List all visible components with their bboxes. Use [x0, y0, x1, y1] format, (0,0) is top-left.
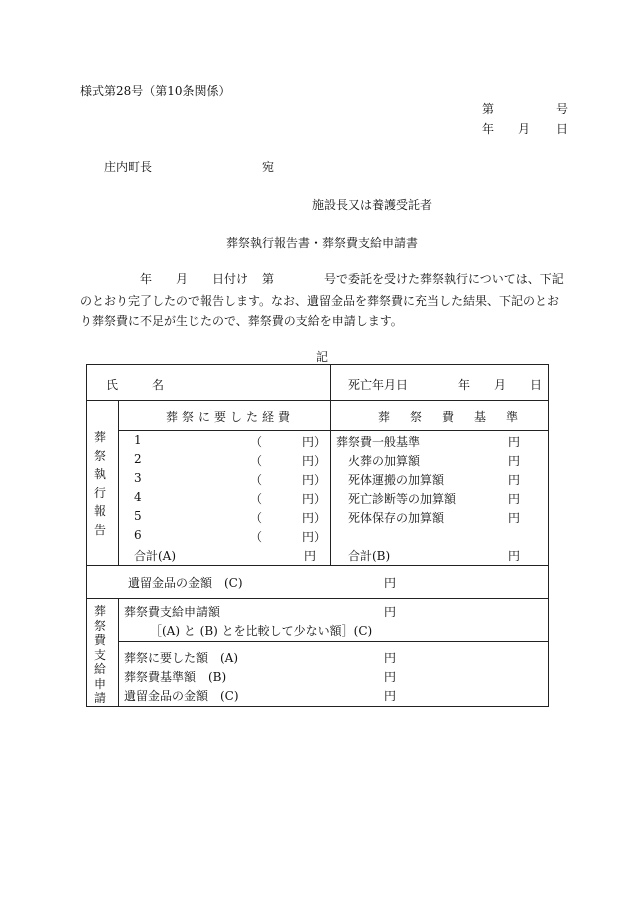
body-year: 年 [140, 272, 153, 286]
expense-row-no: 1 [134, 433, 142, 447]
standard-total-label: 合計(B) [348, 549, 391, 563]
expense-row-open: （ [250, 454, 263, 468]
standard-row-label: 死亡診断等の加算額 [348, 492, 457, 506]
name-label-shi: 氏 [106, 378, 119, 392]
death-date-label: 死亡年月日 [348, 378, 409, 392]
ki-label: 記 [316, 350, 329, 364]
body-line3: り葬祭費に不足が生じたので、葬祭費の支給を申請します。 [80, 314, 403, 328]
date-year: 年 [482, 122, 495, 136]
standard-header-2: 祭 [410, 410, 423, 424]
doc-number-go: 号 [556, 102, 569, 116]
body-line2: のとおり完了したので報告します。なお、遺留金品を葬祭費に充当した結果、下記のとお [80, 294, 560, 308]
expense-row-close: 円） [302, 454, 327, 468]
expense-row-open: （ [250, 435, 263, 449]
expense-row-open: （ [250, 473, 263, 487]
expense-row-open: （ [250, 492, 263, 506]
body-line1-rest: 号で委託を受けた葬祭執行については、下記 [324, 272, 564, 286]
standard-row-unit: 円 [508, 473, 521, 487]
apply-amount-note: ［(A) と (B) とを比較して少ない額］(C) [150, 624, 373, 638]
standard-row-unit: 円 [508, 511, 521, 525]
standard-header-3: 費 [442, 410, 455, 424]
expense-total-unit: 円 [304, 549, 317, 563]
standard-row-label: 火葬の加算額 [348, 454, 421, 468]
remaining-goods-label: 遺留金品の金額 (C) [128, 576, 243, 590]
death-date-month: 月 [494, 378, 507, 392]
form-number: 様式第28号（第10条関係） [80, 84, 231, 98]
addressee-name: 庄内町長 [104, 160, 153, 174]
report-side-label: 葬 祭 執 行 報 告 [94, 430, 107, 537]
standard-header-1: 葬 [378, 410, 391, 424]
apply-amount-label: 葬祭費支給申請額 [124, 605, 221, 619]
death-date-year: 年 [458, 378, 471, 392]
expense-row-no: 2 [134, 452, 142, 466]
apply-amount-unit: 円 [384, 605, 397, 619]
expense-row-open: （ [250, 530, 263, 544]
apply-row-label: 遺留金品の金額 (C) [124, 689, 239, 703]
expense-row-close: 円） [302, 435, 327, 449]
standard-row-label: 死体運搬の加算額 [348, 473, 445, 487]
date-day: 日 [556, 122, 569, 136]
standard-row-unit: 円 [508, 454, 521, 468]
name-label-mei: 名 [152, 378, 165, 392]
body-month: 月 [176, 272, 189, 286]
standard-row-label: 死体保存の加算額 [348, 511, 445, 525]
standard-header-5: 準 [506, 410, 519, 424]
apply-row-unit: 円 [384, 651, 397, 665]
document-title: 葬祭執行報告書・葬祭費支給申請書 [226, 236, 419, 250]
apply-side-label: 葬 祭 費 支 給 申 請 [94, 604, 107, 705]
expense-row-close: 円） [302, 511, 327, 525]
date-month: 月 [518, 122, 531, 136]
body-dai: 第 [262, 272, 275, 286]
applicant-label: 施設長又は養護受託者 [312, 198, 433, 212]
expense-total-label: 合計(A) [134, 549, 177, 563]
expense-row-no: 5 [134, 509, 142, 523]
death-date-day: 日 [530, 378, 543, 392]
expense-row-close: 円） [302, 473, 327, 487]
expense-row-no: 4 [134, 490, 142, 504]
remaining-goods-unit: 円 [384, 576, 397, 590]
expense-row-open: （ [250, 511, 263, 525]
expense-row-no: 6 [134, 528, 142, 542]
apply-row-unit: 円 [384, 689, 397, 703]
standard-total-unit: 円 [508, 549, 521, 563]
apply-row-unit: 円 [384, 670, 397, 684]
apply-row-label: 葬祭費基準額 (B) [124, 670, 227, 684]
expense-row-no: 3 [134, 471, 142, 485]
standard-row-unit: 円 [508, 492, 521, 506]
standard-header-4: 基 [474, 410, 487, 424]
apply-row-label: 葬祭に要した額 (A) [124, 651, 239, 665]
expenses-header: 葬祭に要した経費 [166, 410, 295, 424]
standard-row-unit: 円 [508, 435, 521, 449]
expense-row-close: 円） [302, 530, 327, 544]
standard-row-label: 葬祭費一般基準 [336, 435, 421, 449]
body-day: 日付け [212, 272, 249, 286]
doc-number-dai: 第 [482, 102, 495, 116]
expense-row-close: 円） [302, 492, 327, 506]
addressee-ate: 宛 [262, 160, 275, 174]
